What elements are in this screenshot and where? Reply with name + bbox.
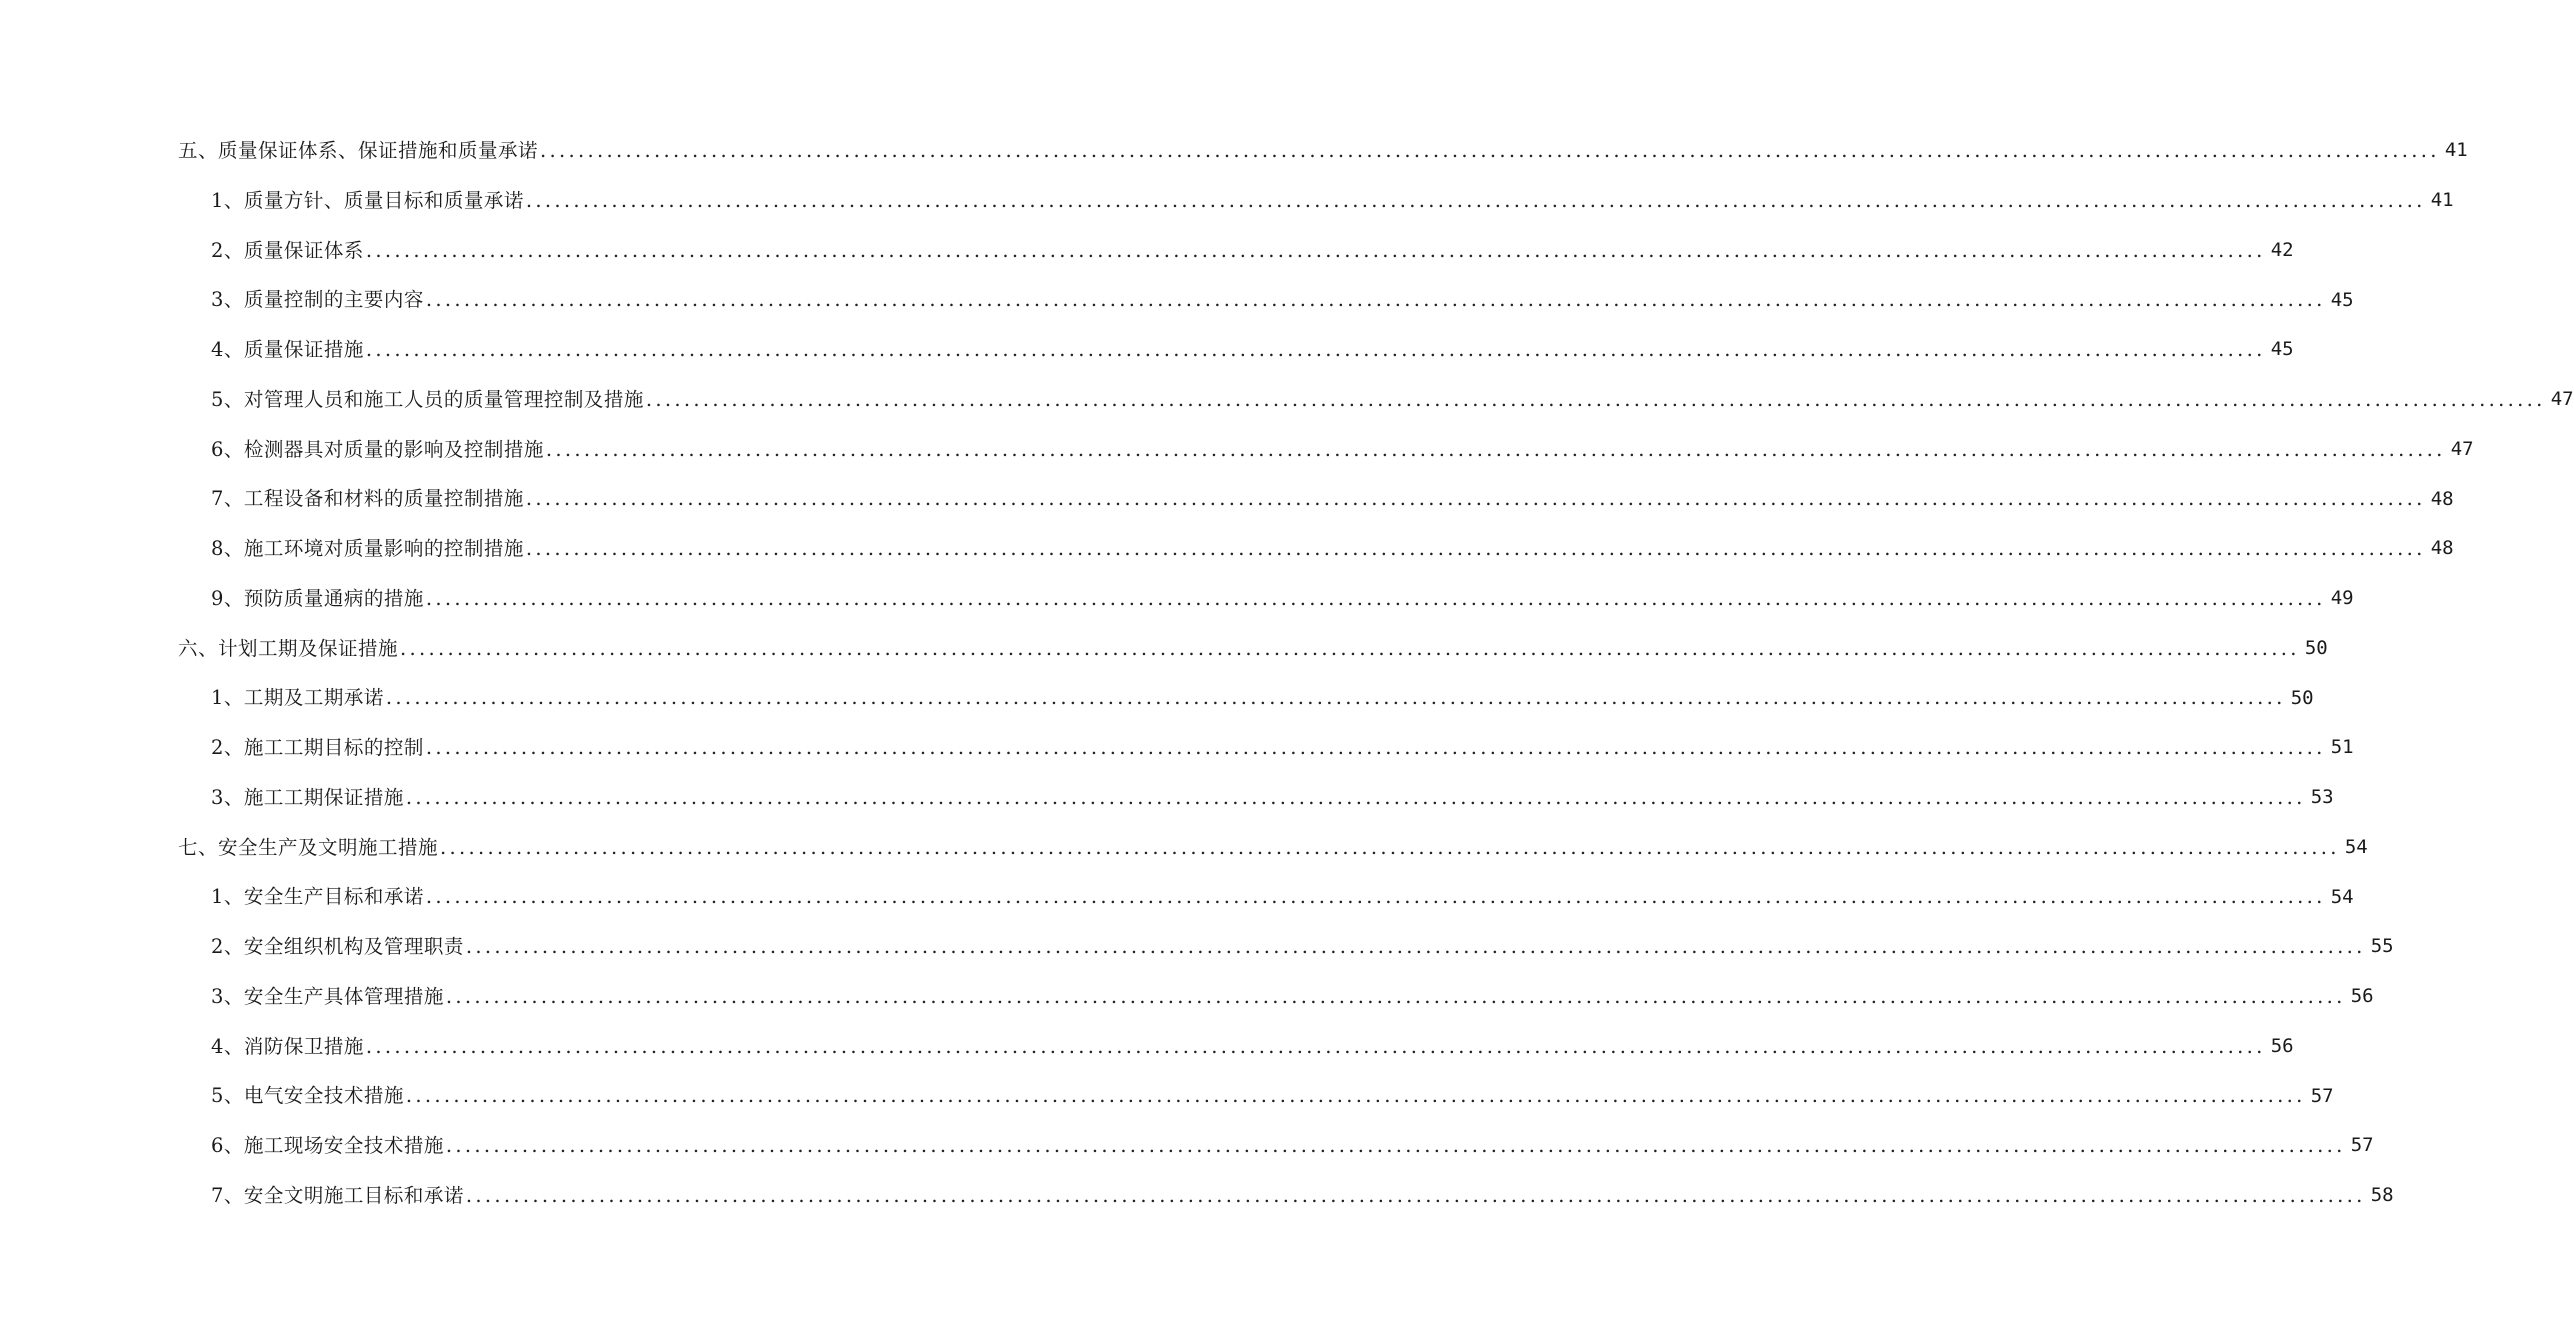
toc-page-number: 54	[2330, 885, 2354, 908]
toc-subsection-entry[interactable]	[0, 673, 2314, 723]
toc-page-number: 45	[2330, 288, 2354, 311]
toc-page-number: 48	[2430, 487, 2454, 510]
toc-entry-title: 六、计划工期及保证措施	[178, 636, 399, 660]
toc-page-number: 56	[2350, 985, 2374, 1008]
toc-entry-title: 9、预防质量通病的措施	[211, 586, 424, 610]
toc-dot-leader: ........................................................................................................................................................................................................	[425, 885, 2326, 909]
toc-dot-leader: ........................................................................................................................................................................................................	[385, 686, 2286, 710]
toc-page-number: 49	[2330, 587, 2354, 610]
toc-entry-title: 6、施工现场安全技术措施	[211, 1134, 444, 1158]
toc-entry-title: 7、工程设备和材料的质量控制措施	[211, 487, 524, 511]
toc-entry-title: 4、消防保卫措施	[211, 1034, 364, 1058]
toc-entry-title: 5、电气安全技术措施	[211, 1084, 404, 1108]
toc-entry-title: 7、安全文明施工目标和承诺	[211, 1183, 464, 1207]
toc-subsection-entry[interactable]	[0, 275, 2354, 325]
toc-page-number: 55	[2370, 935, 2394, 958]
toc-subsection-entry[interactable]	[0, 574, 2354, 624]
toc-dot-leader: ........................................................................................................................................................................................................	[540, 139, 2440, 163]
toc-entry-title: 6、检测器具对质量的影响及控制措施	[211, 437, 544, 461]
toc-subsection-entry[interactable]	[0, 1022, 2294, 1072]
toc-dot-leader: ........................................................................................................................................................................................................	[425, 736, 2326, 760]
toc-dot-leader: ........................................................................................................................................................................................................	[425, 288, 2326, 312]
toc-dot-leader: ........................................................................................................................................................................................................	[405, 785, 2306, 809]
toc-page-number: 53	[2310, 786, 2334, 809]
toc-entry-title: 2、施工工期目标的控制	[211, 736, 424, 760]
toc-dot-leader: ........................................................................................................................................................................................................	[405, 1084, 2306, 1108]
toc-entry-title: 1、工期及工期承诺	[211, 686, 384, 710]
toc-dot-leader: ........................................................................................................................................................................................................	[525, 188, 2426, 212]
toc-section-entry[interactable]	[0, 823, 2368, 873]
toc-page-number: 47	[2450, 437, 2474, 460]
toc-entry-title: 8、施工环境对质量影响的控制措施	[211, 537, 524, 561]
toc-section-entry[interactable]	[0, 624, 2328, 674]
toc-page-number: 41	[2430, 189, 2454, 212]
toc-entry-title: 3、施工工期保证措施	[211, 785, 404, 809]
toc-subsection-entry[interactable]	[0, 325, 2294, 375]
table-of-contents	[0, 126, 2574, 1221]
toc-page-number: 47	[2550, 388, 2574, 411]
toc-section-entry[interactable]	[0, 126, 2468, 176]
toc-entry-title: 五、质量保证体系、保证措施和质量承诺	[178, 139, 539, 163]
toc-dot-leader: ........................................................................................................................................................................................................	[465, 1183, 2366, 1207]
toc-dot-leader: ........................................................................................................................................................................................................	[465, 935, 2366, 959]
toc-page-number: 50	[2304, 636, 2328, 659]
toc-dot-leader: ........................................................................................................................................................................................................	[425, 586, 2326, 610]
toc-dot-leader: ........................................................................................................................................................................................................	[365, 338, 2266, 362]
toc-entry-title: 3、安全生产具体管理措施	[211, 984, 444, 1008]
toc-page-number: 41	[2444, 139, 2468, 162]
toc-entry-title: 七、安全生产及文明施工措施	[178, 835, 439, 859]
toc-subsection-entry[interactable]	[0, 723, 2354, 773]
toc-subsection-entry[interactable]	[0, 922, 2394, 972]
toc-page-number: 42	[2270, 238, 2294, 261]
toc-entry-title: 3、质量控制的主要内容	[211, 288, 424, 312]
toc-page-number: 48	[2430, 537, 2454, 560]
toc-dot-leader: ........................................................................................................................................................................................................	[365, 1034, 2266, 1058]
toc-page-number: 56	[2270, 1034, 2294, 1057]
toc-subsection-entry[interactable]	[0, 972, 2374, 1022]
toc-entry-title: 4、质量保证措施	[211, 338, 364, 362]
toc-dot-leader: ........................................................................................................................................................................................................	[365, 238, 2266, 262]
toc-page-number: 58	[2370, 1184, 2394, 1207]
toc-page-number: 57	[2310, 1084, 2334, 1107]
toc-dot-leader: ........................................................................................................................................................................................................	[525, 487, 2426, 511]
toc-dot-leader: ........................................................................................................................................................................................................	[440, 835, 2340, 859]
toc-subsection-entry[interactable]	[0, 176, 2454, 226]
toc-subsection-entry[interactable]	[0, 226, 2294, 276]
toc-page-number: 51	[2330, 736, 2354, 759]
toc-subsection-entry[interactable]	[0, 474, 2454, 524]
toc-page-number: 50	[2290, 686, 2314, 709]
toc-page-number: 57	[2350, 1134, 2374, 1157]
toc-dot-leader: ........................................................................................................................................................................................................	[645, 387, 2546, 411]
toc-dot-leader: ........................................................................................................................................................................................................	[525, 537, 2426, 561]
toc-subsection-entry[interactable]	[0, 425, 2474, 475]
toc-dot-leader: ........................................................................................................................................................................................................	[445, 984, 2346, 1008]
toc-subsection-entry[interactable]	[0, 1171, 2394, 1221]
toc-entry-title: 1、质量方针、质量目标和质量承诺	[211, 188, 524, 212]
toc-entry-title: 1、安全生产目标和承诺	[211, 885, 424, 909]
toc-entry-title: 5、对管理人员和施工人员的质量管理控制及措施	[211, 387, 644, 411]
toc-dot-leader: ........................................................................................................................................................................................................	[445, 1134, 2346, 1158]
toc-page-number: 54	[2344, 835, 2368, 858]
toc-dot-leader: ........................................................................................................................................................................................................	[400, 636, 2300, 660]
toc-subsection-entry[interactable]	[0, 773, 2334, 823]
toc-subsection-entry[interactable]	[0, 872, 2354, 922]
toc-entry-title: 2、质量保证体系	[211, 238, 364, 262]
toc-dot-leader: ........................................................................................................................................................................................................	[545, 437, 2446, 461]
toc-subsection-entry[interactable]	[0, 524, 2454, 574]
toc-subsection-entry[interactable]	[0, 1071, 2334, 1121]
toc-subsection-entry[interactable]	[0, 375, 2574, 425]
toc-page-number: 45	[2270, 338, 2294, 361]
toc-subsection-entry[interactable]	[0, 1121, 2374, 1171]
toc-entry-title: 2、安全组织机构及管理职责	[211, 935, 464, 959]
